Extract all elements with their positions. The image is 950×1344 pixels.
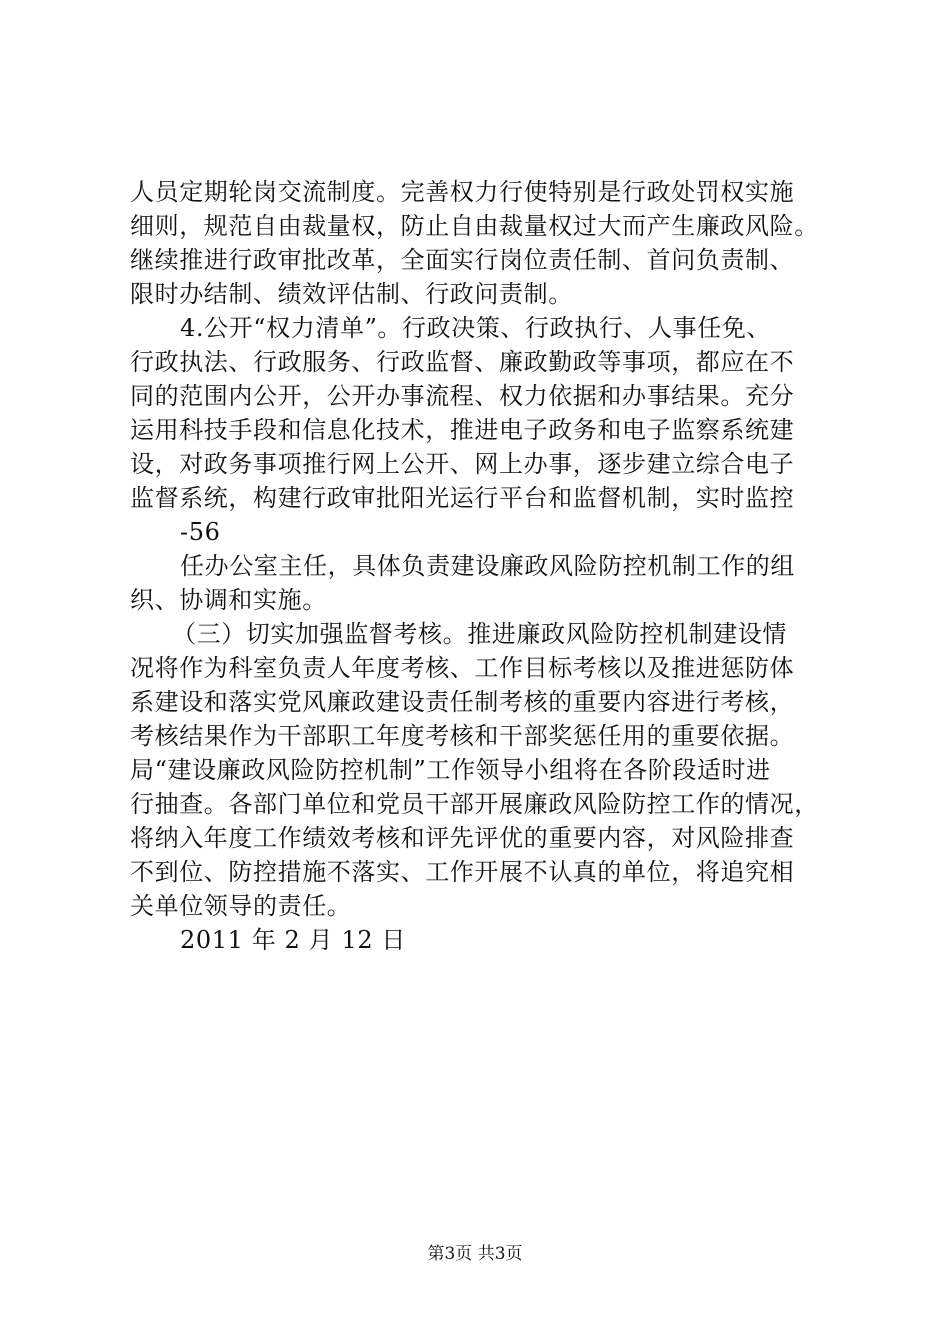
body-text-line: 设，对政务事项推行网上公开、网上办事，逐步建立综合电子 (130, 450, 795, 478)
body-text-line: 继续推进行政审批改革，全面实行岗位责任制、首问负责制、 (130, 246, 795, 274)
body-text-line: 同的范围内公开，公开办事流程、权力依据和办事结果。充分 (130, 382, 795, 410)
page-number-fragment: -56 (180, 518, 221, 546)
body-text-line: 况将作为科室负责人年度考核、工作目标考核以及推进惩防体 (130, 654, 795, 682)
body-text-line: 限时办结制、绩效评估制、行政问责制。 (130, 280, 573, 308)
body-text-line: 系建设和落实党风廉政建设责任制考核的重要内容进行考核， (130, 688, 795, 716)
body-text-line: 运用科技手段和信息化技术，推进电子政务和电子监察系统建 (130, 416, 795, 444)
body-text-line: 任办公室主任，具体负责建设廉政风险防控机制工作的组 (180, 552, 795, 580)
section-heading-line: （三）切实加强监督考核。推进廉政风险防控机制建设情 (172, 620, 787, 648)
body-text-line: 织、协调和实施。 (130, 586, 327, 614)
body-text-line: 行抽查。各部门单位和党员干部开展廉政风险防控工作的情况， (130, 790, 819, 818)
body-text-line: 将纳入年度工作绩效考核和评先评优的重要内容，对风险排查 (130, 824, 795, 852)
body-text-line: 监督系统，构建行政审批阳光运行平台和监督机制，实时监控 (130, 484, 795, 512)
page-footer: 第3页 共3页 (427, 1244, 523, 1264)
body-text-line: 局“建设廉政风险防控机制”工作领导小组将在各阶段适时进 (130, 756, 771, 784)
section-heading-line: 4.公开“权力清单”。行政决策、行政执行、人事任免、 (180, 314, 772, 342)
body-text-line: 关单位领导的责任。 (130, 892, 352, 920)
document-date: 2011 年 2 月 12 日 (180, 926, 407, 954)
body-text-line: 不到位、防控措施不落实、工作开展不认真的单位，将追究相 (130, 858, 795, 886)
body-text-line: 人员定期轮岗交流制度。完善权力行使特别是行政处罚权实施 (130, 178, 795, 206)
body-text-line: 细则，规范自由裁量权，防止自由裁量权过大而产生廉政风险。 (130, 212, 819, 240)
body-text-line: 考核结果作为干部职工年度考核和干部奖惩任用的重要依据。 (130, 722, 795, 750)
body-text-line: 行政执法、行政服务、行政监督、廉政勤政等事项，都应在不 (130, 348, 795, 376)
